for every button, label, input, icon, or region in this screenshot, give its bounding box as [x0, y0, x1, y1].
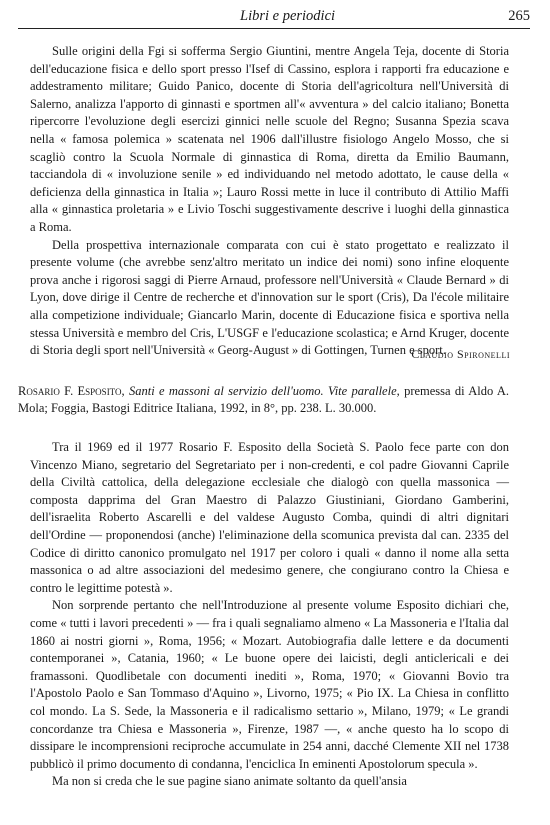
review2-paragraph: Ma non si creda che le sue pagine siano animate soltanto da quell'ansia: [52, 774, 407, 789]
review2-paragraph: Tra il 1969 ed il 1977 Rosario F. Esposito della Società S. Paolo fece parte con don Vincenzo Miano, segretario del Segretariato per i non-credenti, e col padre Giovanni Caprile della Civiltà cattolica, della delegazione ecclesiale che dialogò con quella massonica — composta dapprima del Gran Maestro di Palazzo Giustiniani, Giordano Gamberini, dell'israelita Roberto Ascarelli e del valdese Augusto Comba, quindi di altri dignitari dell'Ordine — proponendosi (anche) l'eliminazione della scomunica prevista dal can. 2335 del Codice di diritto canonico promulgato nel 1917 per coloro i quali « danno il nome alla setta massonica o ad altre associazioni del medesimo genere, che congiurano contro la Chiesa e contro le legittime potestà ».: [30, 440, 509, 595]
review1-signature: Claudio Spironelli: [411, 347, 510, 361]
review1-paragraph: Della prospettiva internazionale comparata con cui è stato progettato e realizzato il presente volume (che avrebbe senz'altro meritato un indice dei nomi) sono infine eloquente prova anche i rigorosi saggi di Pierre Arnaud, professore nell'Università « Claude Bernard » di Lyon, dove dirige il Centre de recherche et d'innovation sur le sport (Cris), Da l'école militaire alla competizione individuale; Giancarlo Marin, docente di Educazione fisica e sportiva nella stessa Università e membro del Cris, L'USGF e l'educazione scolastica; e Arnd Kruger, docente di Storia degli sport nell'Università « Georg-August » di Gottingen, Turnen e sport.: [30, 237, 509, 358]
review2-title: Santi e massoni al servizio dell'uomo. Vite parallele,: [128, 384, 400, 398]
review2-paragraph: Non sorprende pertanto che nell'Introduzione al presente volume Esposito dichiari che, come « tutti i lavori precedenti » — fra i quali segnaliamo almeno « La Massoneria e l'Italia dal 1860 ai nostri giorni », Roma, 1956; « Mozart. Autobiografia dalle lettere e da documenti contemporanei », Catania, 1960; « Le buone opere dei laicisti, degli anticlericali e dei framassoni. Quodlibetale con documenti inediti », Roma, 1970; « Giovanni Bovio tra l'Apostolo Paolo e San Tommaso d'Aquino », Livorno, 1975; « Pio IX. La Chiesa in conflitto col mondo. La S. Sede, la Massoneria e il radicalismo settario », Milano, 1979; « Le grandi concordanze tra Chiesa e Massoneria », Firenze, 1987 —, « anche questo ha lo scopo di dissipare le incomprensioni reciproche accumulate in 254 anni, dacché Clemente XII nel 1738 pubblicò il primo documento di condanna, l'enciclica In eminenti Apostolorum specula ».: [30, 598, 509, 771]
review1-paragraph: Sulle origini della Fgi si sofferma Sergio Giuntini, mentre Angela Teja, docente di Storia dell'educazione fisica e dello sport presso l'Isef di Cassino, esplora i rapporti fra educazione e addestramento militare; Guido Panico, docente di Storia dell'agricoltura nell'Università di Salerno, analizza l'apporto di ginnasti e sportmen all'« avventura » del calcio italiano; Bonetta ripercorre l'evoluzione degli esercizi ginnici nelle scuole del Regno; Susanna Spezia scava nella « famosa polemica » scatenata nel 1906 dall'illustre fisiologo Angelo Mosso, che si scagliò contro la Scuola Normale di ginnastica di Roma, diretta da Emilio Baumann, tacciandola di « involuzione senile » ed individuando nel metodo adottato, le cause della « deficienza della ginnastica in Italia »; Lauro Rossi mette in luce il contributo di Attilio Maffi alla « ginnastica proletaria » e Livio Toschi suggestivamente descrive i luoghi della ginnastica a Roma.: [30, 44, 509, 234]
review2-publication: premessa di Aldo A. Mola; Foggia, Bastogi Editrice Italiana, 1992, in 8°, pp. 238. L. 30.000.: [18, 384, 509, 415]
review2-bibliographic-entry: [18, 383, 509, 417]
review2-body: [30, 439, 509, 791]
page-header: [18, 8, 530, 29]
review1-body: [30, 43, 509, 360]
review2-author: Rosario F. Esposito,: [18, 384, 125, 398]
running-head: Libri e periodici: [240, 8, 336, 24]
page-number: 265: [508, 8, 530, 24]
